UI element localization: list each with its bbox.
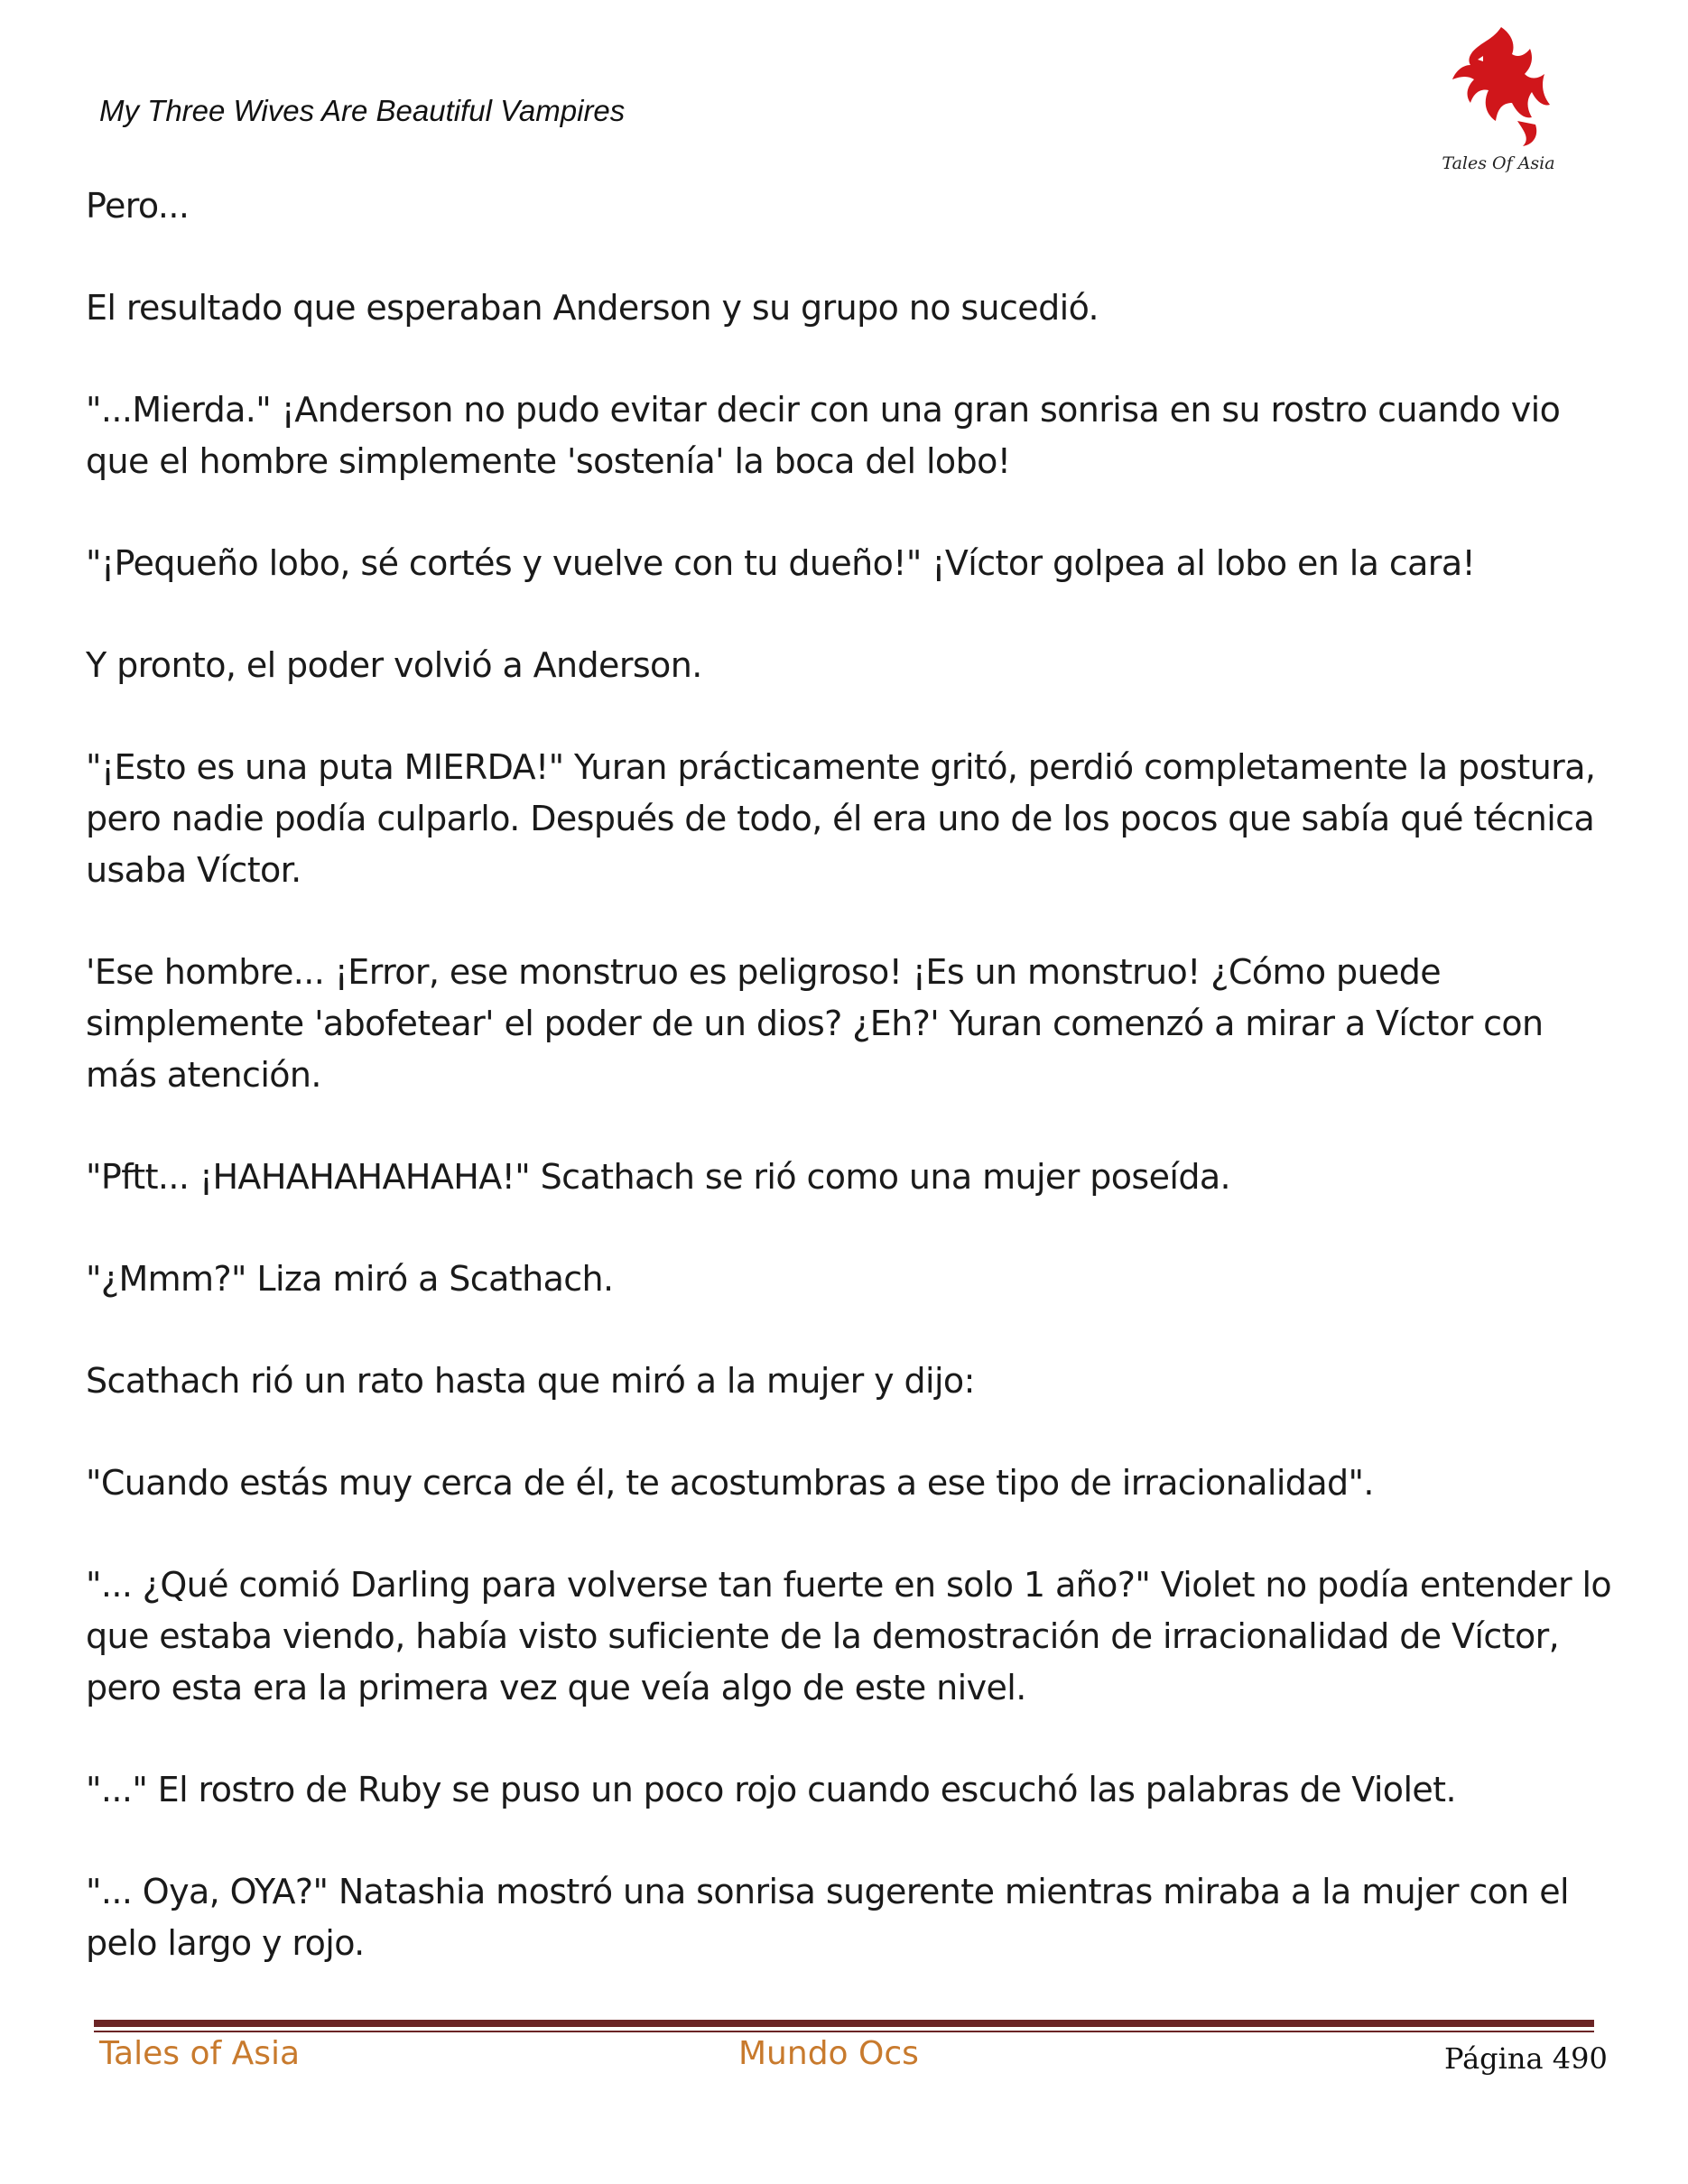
- footer-center-text: Mundo Ocs: [738, 2035, 919, 2072]
- footer-divider: [94, 2020, 1594, 2027]
- paragraph: "¿Mmm?" Liza miró a Scathach.: [86, 1259, 614, 1299]
- paragraph: Scathach rió un rato hasta que miró a la mujer y dijo:: [86, 1361, 975, 1401]
- paragraph: 'Ese hombre... ¡Error, ese monstruo es peligroso! ¡Es un monstruo! ¿Cómo puede simplemente 'abofetear' el poder de un dios? ¿Eh?' Yuran comenzó a mirar a Víctor con más atención.: [86, 952, 1544, 1095]
- paragraph: "... Oya, OYA?" Natashia mostró una sonrisa sugerente mientras miraba a la mujer con el pelo largo y rojo.: [86, 1872, 1569, 1963]
- paragraph: "..." El rostro de Ruby se puso un poco rojo cuando escuchó las palabras de Violet.: [86, 1770, 1456, 1809]
- paragraph: "... ¿Qué comió Darling para volverse tan fuerte en solo 1 año?" Violet no podía entender lo que estaba viendo, había visto suficiente de la demostración de irracionalidad de Víctor, pero esta era la primera vez que veía algo de este nivel.: [86, 1565, 1612, 1707]
- paragraph: Pero...: [86, 186, 190, 226]
- footer-left-text: Tales of Asia: [99, 2035, 301, 2072]
- logo: [1431, 20, 1566, 182]
- footer-divider-thin: [94, 2031, 1594, 2032]
- paragraph: El resultado que esperaban Anderson y su grupo no sucedió.: [86, 288, 1099, 328]
- header-title: My Three Wives Are Beautiful Vampires: [99, 94, 626, 127]
- page-number: Página 490: [1444, 2041, 1608, 2076]
- red-dragon-logo-icon: [1431, 20, 1566, 155]
- logo-text: Tales Of Asia: [1442, 153, 1555, 173]
- paragraph: "Pftt... ¡HAHAHAHAHAHA!" Scathach se rió como una mujer poseída.: [86, 1157, 1230, 1197]
- document-body: [86, 180, 1620, 2020]
- paragraph: "...Mierda." ¡Anderson no pudo evitar decir con una gran sonrisa en su rostro cuando vio que el hombre simplemente 'sostenía' la boca del lobo!: [86, 390, 1561, 481]
- paragraph: "¡Pequeño lobo, sé cortés y vuelve con tu dueño!" ¡Víctor golpea al lobo en la cara!: [86, 543, 1476, 583]
- paragraph: "Cuando estás muy cerca de él, te acostumbras a ese tipo de irracionalidad".: [86, 1463, 1374, 1503]
- paragraph: Y pronto, el poder volvió a Anderson.: [86, 645, 702, 685]
- paragraph: "¡Esto es una puta MIERDA!" Yuran prácticamente gritó, perdió completamente la postura, pero nadie podía culparlo. Después de todo, él era uno de los pocos que sabía qué técnica usaba Víctor.: [86, 747, 1596, 890]
